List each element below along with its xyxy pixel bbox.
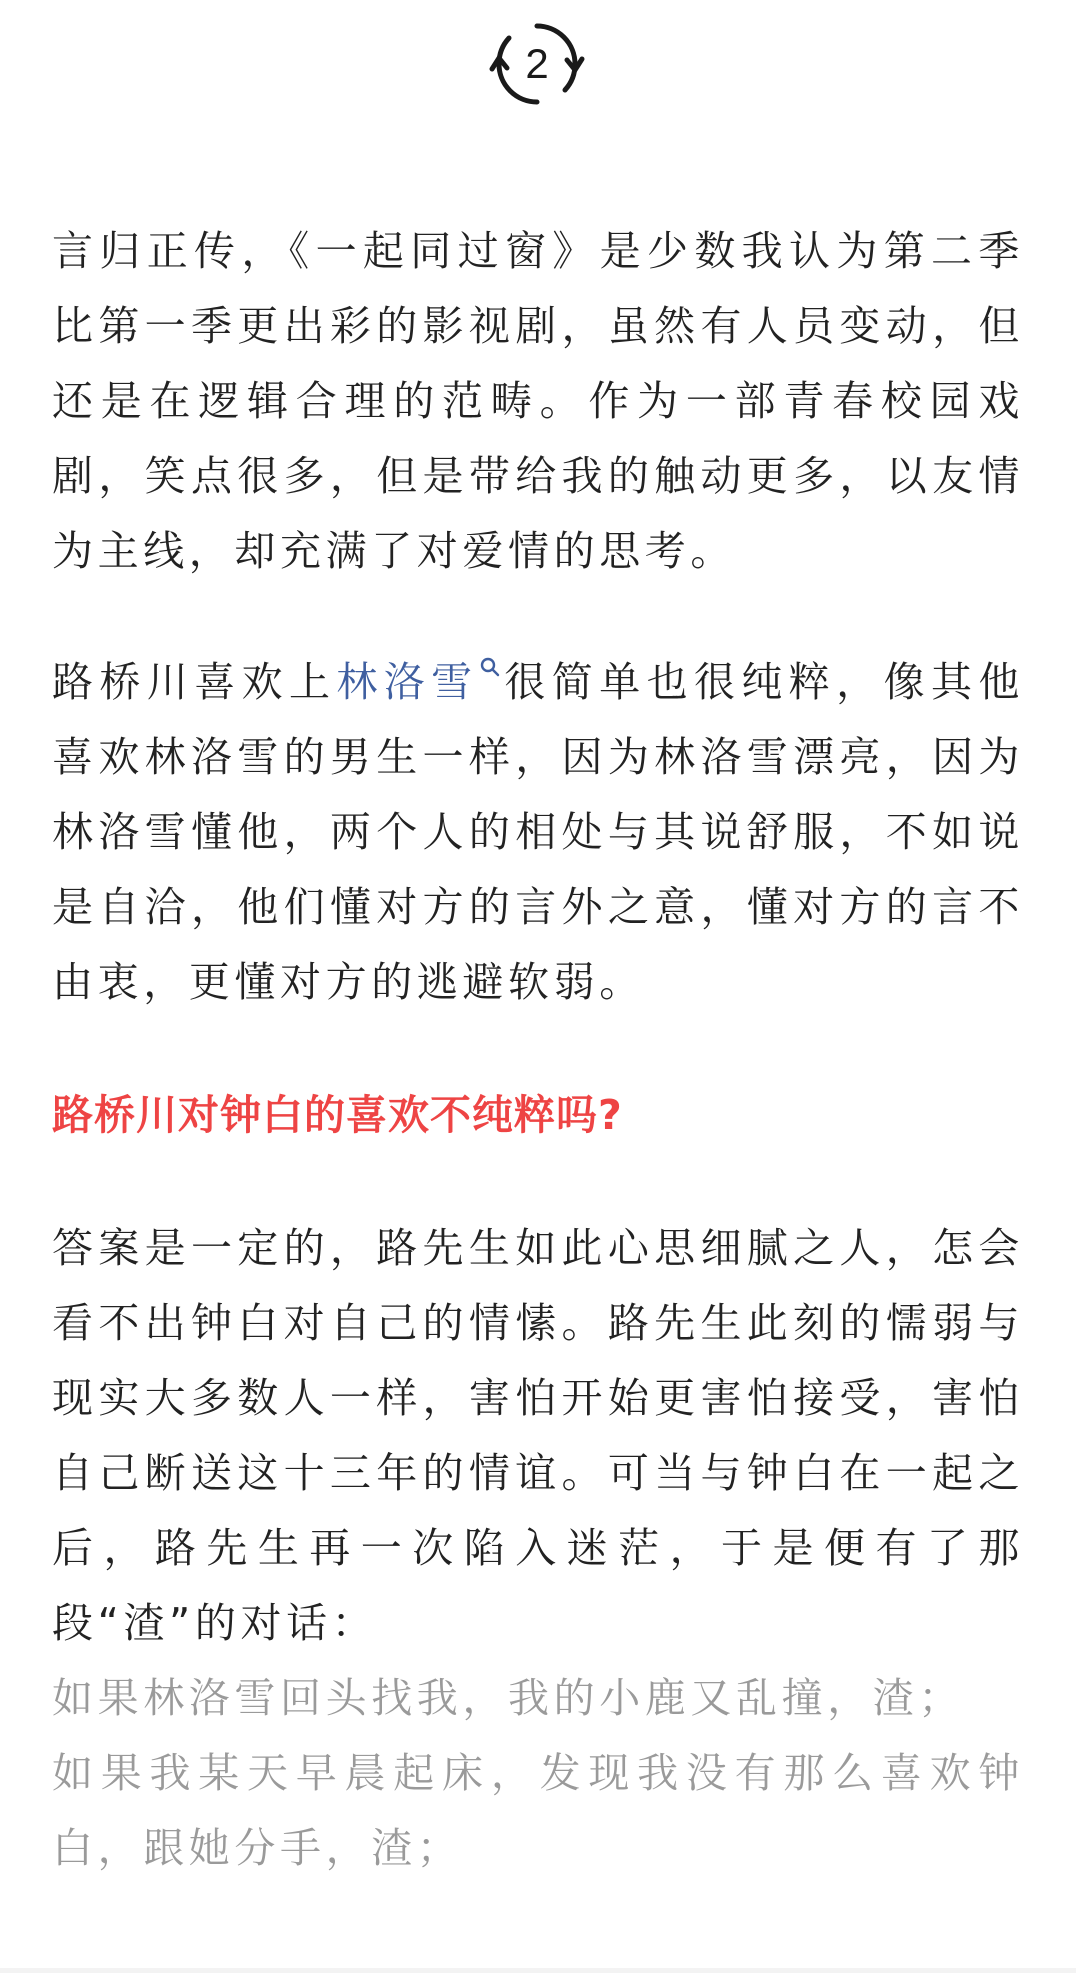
bottom-divider (0, 1968, 1076, 1973)
search-icon[interactable] (479, 656, 501, 678)
quote-line: 如果林洛雪回头找我，我的小鹿又乱撞，渣； (52, 1674, 964, 1722)
circle-arrows-icon (487, 14, 587, 114)
intro-paragraph: 言归正传，《一起同过窗》是少数我认为第二季比第一季更出彩的影视剧，虽然有人员变动，但还是在逻辑合理的范畴。作为一部青春校园戏剧，笑点很多，但是带给我的触动更多，以友情为主线，却充满了对爱情的思考。 (52, 227, 1024, 575)
section-heading: 路桥川对钟白的喜欢不纯粹吗? (52, 1091, 623, 1139)
answer-paragraph: 答案是一定的，路先生如此心思细腻之人，怎会看不出钟白对自己的情愫。路先生此刻的懦弱与现实大多数人一样，害怕开始更害怕接受，害怕自己断送这十三年的情谊。可当与钟白在一起之后，路先生再一次陷入迷茫，于是便有了那段“渣”的对话： (52, 1224, 1024, 1647)
character-link[interactable]: 林洛雪 (336, 658, 479, 706)
relationship-paragraph (52, 645, 1024, 1020)
section-number-badge (487, 14, 587, 114)
article-body (52, 214, 1024, 1886)
paragraph-text-rest: 很简单也很纯粹，像其他喜欢林洛雪的男生一样，因为林洛雪漂亮，因为林洛雪懂他，两个人的相处与其说舒服，不如说是自洽，他们懂对方的言外之意，懂对方的言不由衷，更懂对方的逃避软弱。 (52, 658, 1024, 1006)
section-number: 2 (525, 40, 549, 87)
quote-line: 如果我某天早晨起床，发现我没有那么喜欢钟白，跟她分手，渣； (52, 1749, 1024, 1872)
paragraph-text-start: 路桥川喜欢上 (52, 658, 337, 706)
